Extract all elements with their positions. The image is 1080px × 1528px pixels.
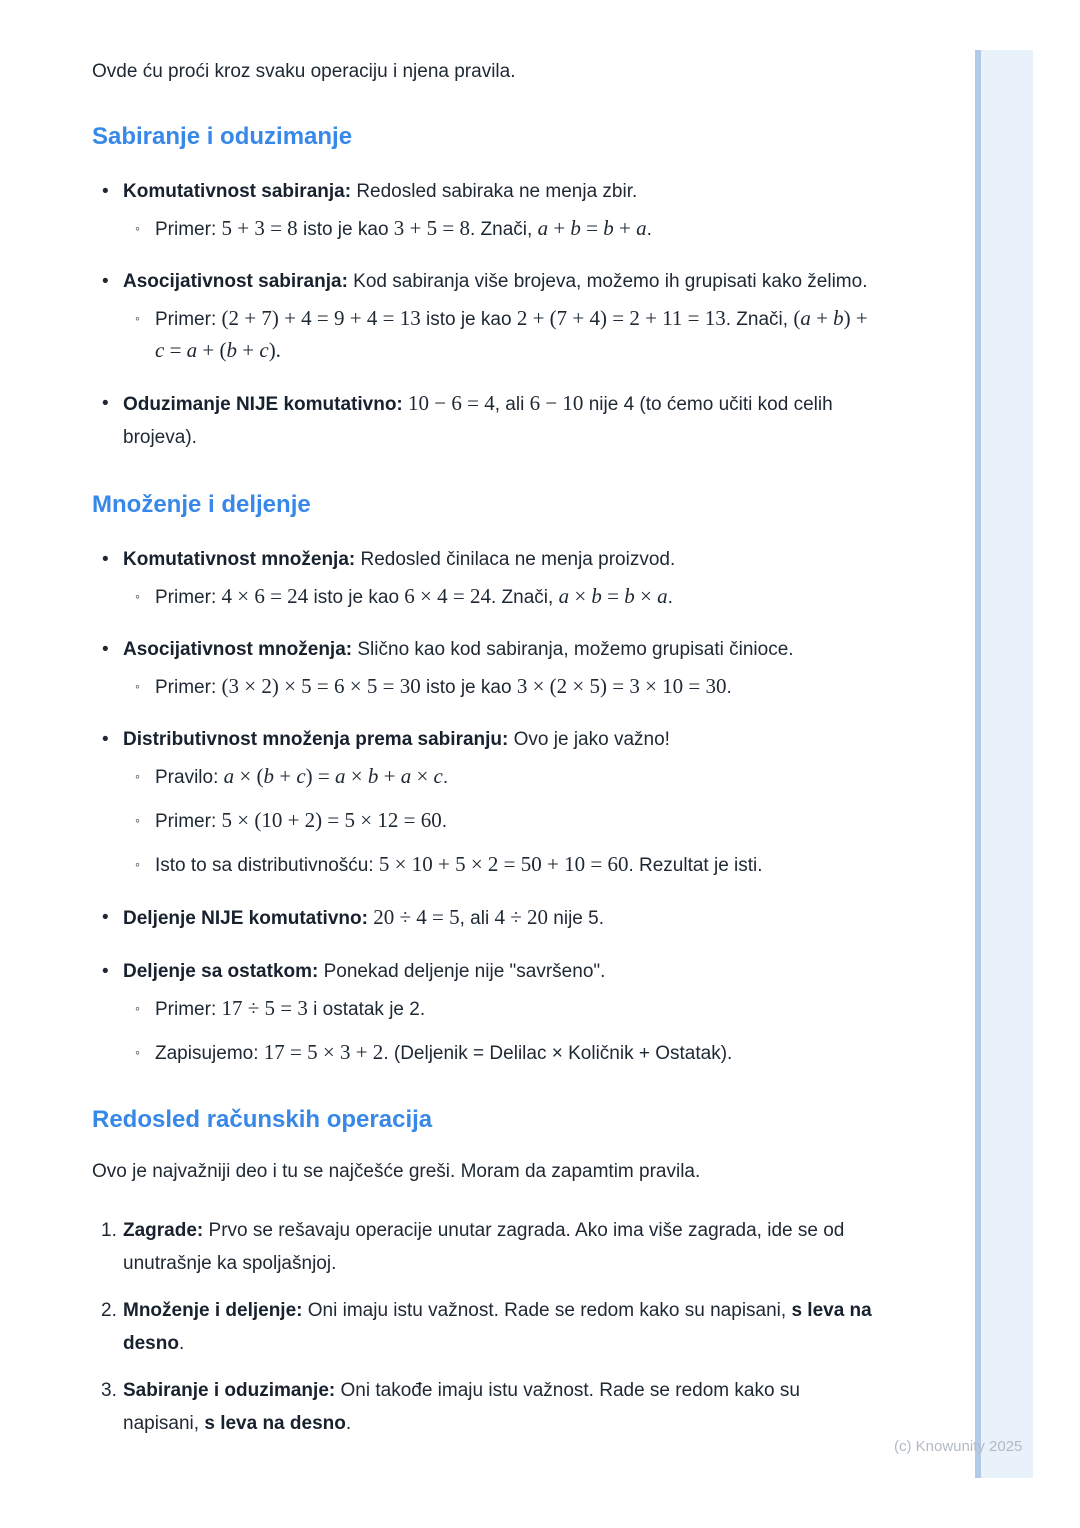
bullet-marker: • (102, 907, 109, 928)
list-item (92, 543, 872, 613)
numbered-item-text: Zagrade: Prvo se rešavaju operacije unutar zagrada. Ako ima više zagrada, ide se od unutrašnje ka spoljašnjoj. (123, 1220, 845, 1274)
list-item (92, 175, 872, 245)
sub-list (123, 761, 872, 881)
bullet-list (92, 175, 872, 454)
sub-item-text: Primer: 17 ÷ 5 = 3 i ostatak je 2. (155, 996, 426, 1020)
sub-list-item (123, 671, 872, 703)
sub-list-item (123, 761, 872, 793)
list-item (92, 901, 872, 935)
sub-bullet-marker: ◦ (135, 220, 140, 236)
list-item (92, 955, 872, 1069)
list-item-content (123, 901, 872, 935)
intro-paragraph: Ovde ću proći kroz svaku operaciju i njena pravila. (92, 61, 516, 82)
list-item-content (123, 265, 872, 367)
section-heading-redosled-racunskih-operacija: Redosled računskih operacija (92, 1106, 433, 1133)
sub-item-text: Zapisujemo: 17 = 5 × 3 + 2. (Deljenik = Delilac × Količnik + Ostatak). (155, 1040, 733, 1064)
list-item (92, 633, 872, 703)
sub-item-text: Primer: (2 + 7) + 4 = 9 + 4 = 13 isto je kao 2 + (7 + 4) = 2 + 11 = 13. Znači, (a + b) + c = a + (b + c). (155, 306, 868, 362)
list-item-text: Deljenje sa ostatkom: Ponekad deljenje nije "savršeno". (123, 961, 606, 982)
list-item-content (123, 955, 872, 1069)
sub-list (123, 671, 872, 703)
list-item-content (123, 175, 872, 245)
sub-list (123, 303, 872, 367)
watermark: (c) Knowunity 2025 (894, 1438, 1023, 1455)
number-marker: 2. (101, 1300, 117, 1321)
bullet-list (92, 543, 872, 1069)
list-item-text: Komutativnost množenja: Redosled činilaca ne menja proizvod. (123, 549, 676, 570)
list-item-text: Deljenje NIJE komutativno: 20 ÷ 4 = 5, ali 4 ÷ 20 nije 5. (123, 905, 604, 929)
sub-bullet-marker: ◦ (135, 588, 140, 604)
bullet-marker: • (102, 181, 109, 202)
sub-list-item (123, 303, 872, 367)
list-item-content (123, 387, 872, 454)
list-item (92, 723, 872, 881)
list-item-text: Asocijativnost množenja: Slično kao kod sabiranja, možemo grupisati činioce. (123, 639, 794, 660)
sub-list (123, 213, 872, 245)
sub-list-item (123, 805, 872, 837)
sub-bullet-marker: ◦ (135, 678, 140, 694)
section-heading-sabiranje-i-oduzimanje: Sabiranje i oduzimanje (92, 123, 353, 150)
bullet-marker: • (102, 393, 109, 414)
number-marker: 3. (101, 1380, 117, 1401)
sub-bullet-marker: ◦ (135, 310, 140, 326)
sub-item-text: Primer: (3 × 2) × 5 = 6 × 5 = 30 isto je kao 3 × (2 × 5) = 3 × 10 = 30. (155, 674, 732, 698)
numbered-list (92, 1214, 872, 1440)
numbered-item (92, 1294, 872, 1360)
sub-bullet-marker: ◦ (135, 1044, 140, 1060)
sub-item-text: Pravilo: a × (b + c) = a × b + a × c. (155, 764, 449, 788)
lead-paragraph: Ovo je najvažniji deo i tu se najčešće greši. Moram da zapamtim pravila. (92, 1161, 701, 1182)
sub-list-item (123, 993, 872, 1025)
numbered-item-text: Množenje i deljenje: Oni imaju istu važnost. Rade se redom kako su napisani, s leva na desno. (123, 1300, 872, 1354)
bullet-marker: • (102, 961, 109, 982)
sub-item-text: Primer: 5 + 3 = 8 isto je kao 3 + 5 = 8. Znači, a + b = b + a. (155, 216, 652, 240)
sub-list-item (123, 1037, 872, 1069)
numbered-item-text: Sabiranje i oduzimanje: Oni takođe imaju istu važnost. Rade se redom kako su napisani, s leva na desno. (123, 1380, 800, 1434)
section-heading-mnozenje-i-deljenje: Množenje i deljenje (92, 491, 311, 518)
sub-item-text: Isto to sa distributivnošću: 5 × 10 + 5 × 2 = 50 + 10 = 60. Rezultat je isti. (155, 852, 763, 876)
numbered-item (92, 1214, 872, 1280)
sub-item-text: Primer: 5 × (10 + 2) = 5 × 12 = 60. (155, 808, 447, 832)
sub-list (123, 993, 872, 1069)
list-item-content (123, 543, 872, 613)
bullet-marker: • (102, 271, 109, 292)
sub-list-item (123, 849, 872, 881)
list-item-text: Komutativnost sabiranja: Redosled sabiraka ne menja zbir. (123, 181, 638, 202)
sub-bullet-marker: ◦ (135, 1000, 140, 1016)
list-item-text: Distributivnost množenja prema sabiranju: Ovo je jako važno! (123, 729, 670, 750)
bullet-marker: • (102, 639, 109, 660)
bullet-marker: • (102, 729, 109, 750)
list-item-content (123, 723, 872, 881)
sub-bullet-marker: ◦ (135, 856, 140, 872)
list-item (92, 387, 872, 454)
sub-list (123, 581, 872, 613)
number-marker: 1. (101, 1220, 117, 1241)
sub-bullet-marker: ◦ (135, 768, 140, 784)
numbered-item (92, 1374, 872, 1440)
sub-list-item (123, 213, 872, 245)
bullet-marker: • (102, 549, 109, 570)
list-item-content (123, 633, 872, 703)
sub-bullet-marker: ◦ (135, 812, 140, 828)
list-item (92, 265, 872, 367)
list-item-text: Oduzimanje NIJE komutativno: 10 − 6 = 4, ali 6 − 10 nije 4 (to ćemo učiti kod celih brojeva). (123, 391, 833, 448)
sub-item-text: Primer: 4 × 6 = 24 isto je kao 6 × 4 = 24. Znači, a × b = b × a. (155, 584, 673, 608)
sub-list-item (123, 581, 872, 613)
list-item-text: Asocijativnost sabiranja: Kod sabiranja više brojeva, možemo ih grupisati kako želimo. (123, 271, 868, 292)
